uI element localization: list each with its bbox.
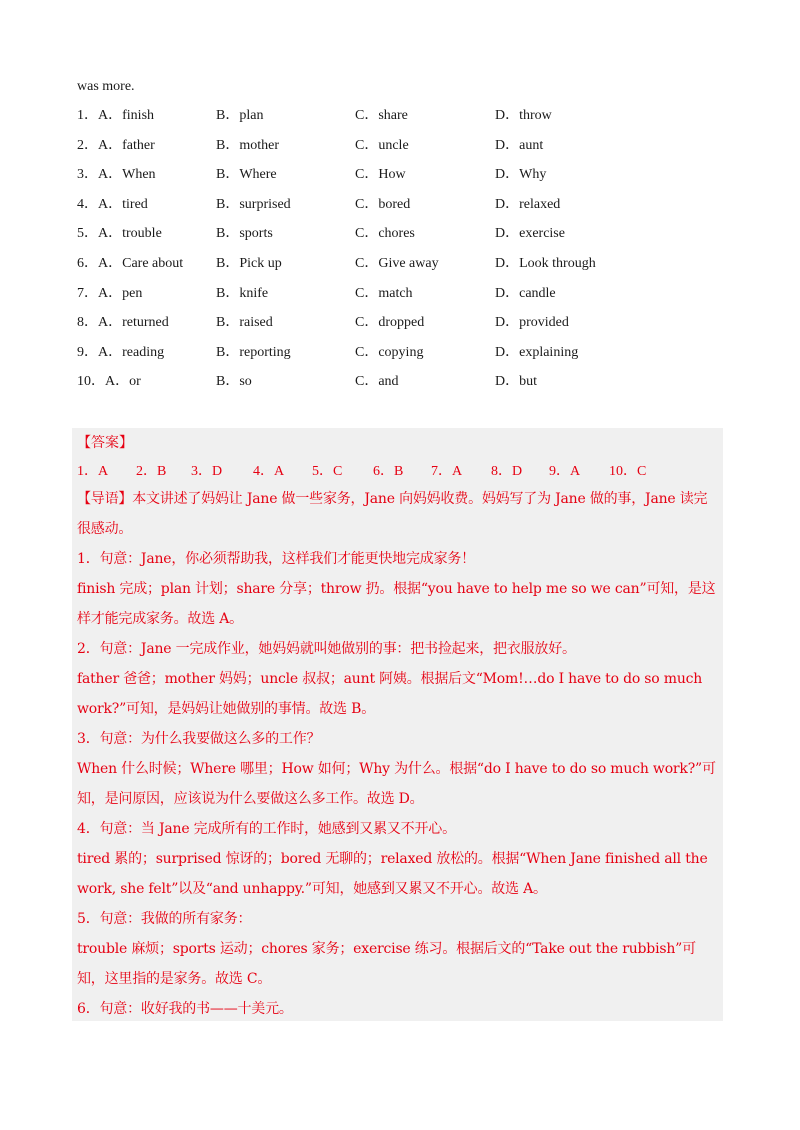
option-c: C．Give away (355, 255, 439, 271)
option-c: C．share (355, 108, 408, 123)
option-d: D．Why (495, 167, 547, 183)
answer-key: 6．B (373, 464, 404, 479)
guide-paragraph: 【导语】本文讲述了妈妈让 Jane 做一些家务，Jane 向妈妈收费。妈妈写了为 Jane 做的事，Jane 读完很感动。 (77, 491, 708, 537)
option-a-text: father (122, 137, 155, 153)
answer-key: 8．D (491, 464, 523, 479)
option-b: B．Pick up (216, 255, 282, 271)
question-row (77, 253, 737, 283)
answer-key-row (77, 460, 697, 482)
option-a-text: returned (122, 315, 169, 331)
option-c: C．and (355, 374, 399, 390)
answer-key: 2．B (136, 464, 167, 479)
question-number: 8．A． (77, 315, 123, 331)
option-d: D．explaining (495, 344, 579, 360)
option-a (77, 105, 154, 127)
option-c: C．match (355, 285, 413, 301)
option-d: D．relaxed (495, 196, 561, 212)
question-list (77, 105, 737, 401)
option-d: D．but (495, 374, 537, 390)
answer-key: 4．A (253, 464, 285, 479)
question-number: 5．A． (77, 226, 123, 242)
answer-heading: 【答案】 (77, 435, 133, 451)
explanation-2-detail: father 爸爸；mother 妈妈；uncle 叔叔；aunt 阿姨。根据后文“Mom!…do I have to do so much work?”可知，是妈妈让她做别的事情。故选 B。 (77, 671, 703, 717)
option-a-text: finish (122, 108, 155, 123)
option-a-text: tired (122, 196, 148, 212)
explanation-1-meaning: 1．句意：Jane，你必须帮助我，这样我们才能更快地完成家务！ (77, 551, 475, 567)
question-number: 3．A． (77, 167, 123, 183)
option-c: C．How (355, 167, 406, 183)
answer-key: 5．C (312, 464, 343, 479)
option-c: C．bored (355, 196, 411, 212)
option-d: D．exercise (495, 226, 565, 242)
option-d: D．provided (495, 315, 569, 331)
option-a (77, 223, 162, 245)
option-d: D．Look through (495, 255, 596, 271)
option-b: B．reporting (216, 344, 291, 360)
explanation-5-detail: trouble 麻烦；sports 运动；chores 家务；exercise 练习。根据后文的“Take out the rubbish”可知，这里指的是家务。故选 C。 (77, 941, 696, 987)
option-b: B．surprised (216, 196, 291, 212)
answer-key: 3．D (191, 464, 223, 479)
question-row (77, 371, 737, 401)
question-number: 1．A． (77, 108, 123, 123)
answer-key: 10．C (609, 464, 647, 479)
explanation-6-meaning: 6．句意：收好我的书——十美元。 (77, 1001, 293, 1017)
option-d: D．candle (495, 285, 556, 301)
explanation-4-meaning: 4．句意：当 Jane 完成所有的工作时，她感到又累又不开心。 (77, 821, 456, 837)
question-number: 10．A． (77, 374, 130, 390)
option-b: B．plan (216, 108, 264, 123)
option-c: C．uncle (355, 137, 409, 153)
option-a-text: trouble (122, 226, 162, 242)
option-b: B．mother (216, 137, 279, 153)
question-row (77, 135, 737, 165)
option-c: C．chores (355, 226, 415, 242)
option-a (77, 283, 142, 305)
option-a (77, 371, 141, 393)
explanation-5-meaning: 5．句意：我做的所有家务： (77, 911, 252, 927)
option-b: B．so (216, 374, 252, 390)
question-row (77, 312, 737, 342)
question-row (77, 105, 737, 135)
question-row (77, 342, 737, 372)
explanation-3-detail: When 什么时候；Where 哪里；How 如何；Why 为什么。根据“do I have to do so much work?”可知，是问原因，应该说为什么要做这么多工作。故选 D。 (77, 761, 716, 807)
explanation-1-detail: finish 完成；plan 计划；share 分享；throw 扔。根据“you have to help me so we can”可知，是这样才能完成家务。故选 A。 (77, 581, 716, 627)
option-d: D．throw (495, 108, 552, 123)
explanation-4-detail: tired 累的；surprised 惊讶的；bored 无聊的；relaxed 放松的。根据“When Jane finished all the work, she felt”以及“and unhappy.”可知，她感到又累又不开心。故选 A。 (77, 851, 708, 897)
option-a-text: When (122, 167, 156, 183)
option-a-text: pen (122, 285, 143, 301)
passage-tail: was more. (77, 79, 135, 94)
option-c: C．copying (355, 344, 424, 360)
explanation-2-meaning: 2．句意：Jane 一完成作业，她妈妈就叫她做别的事：把书捡起来，把衣服放好。 (77, 641, 576, 657)
question-number: 7．A． (77, 285, 123, 301)
option-a (77, 312, 169, 334)
question-number: 2．A． (77, 137, 123, 153)
explanation-3-meaning: 3．句意：为什么我要做这么多的工作？ (77, 731, 321, 747)
answer-section (72, 428, 723, 1021)
question-number: 6．A． (77, 255, 123, 271)
question-number: 4．A． (77, 196, 123, 212)
option-b: B．raised (216, 315, 273, 331)
option-d: D．aunt (495, 137, 544, 153)
option-a (77, 135, 155, 157)
option-b: B．Where (216, 167, 277, 183)
option-a (77, 164, 156, 186)
answer-key: 1．A (77, 464, 109, 479)
option-a-text: Care about (122, 255, 184, 271)
answer-key: 7．A (431, 464, 463, 479)
question-number: 9．A． (77, 344, 123, 360)
option-a (77, 194, 148, 216)
question-row (77, 283, 737, 313)
option-a-text: or (129, 374, 141, 390)
question-row (77, 223, 737, 253)
option-b: B．sports (216, 226, 273, 242)
question-row (77, 194, 737, 224)
option-b: B．knife (216, 285, 269, 301)
answer-key: 9．A (549, 464, 581, 479)
option-a-text: reading (122, 344, 165, 360)
option-a (77, 253, 183, 275)
question-row (77, 164, 737, 194)
option-c: C．dropped (355, 315, 425, 331)
option-a (77, 342, 164, 364)
